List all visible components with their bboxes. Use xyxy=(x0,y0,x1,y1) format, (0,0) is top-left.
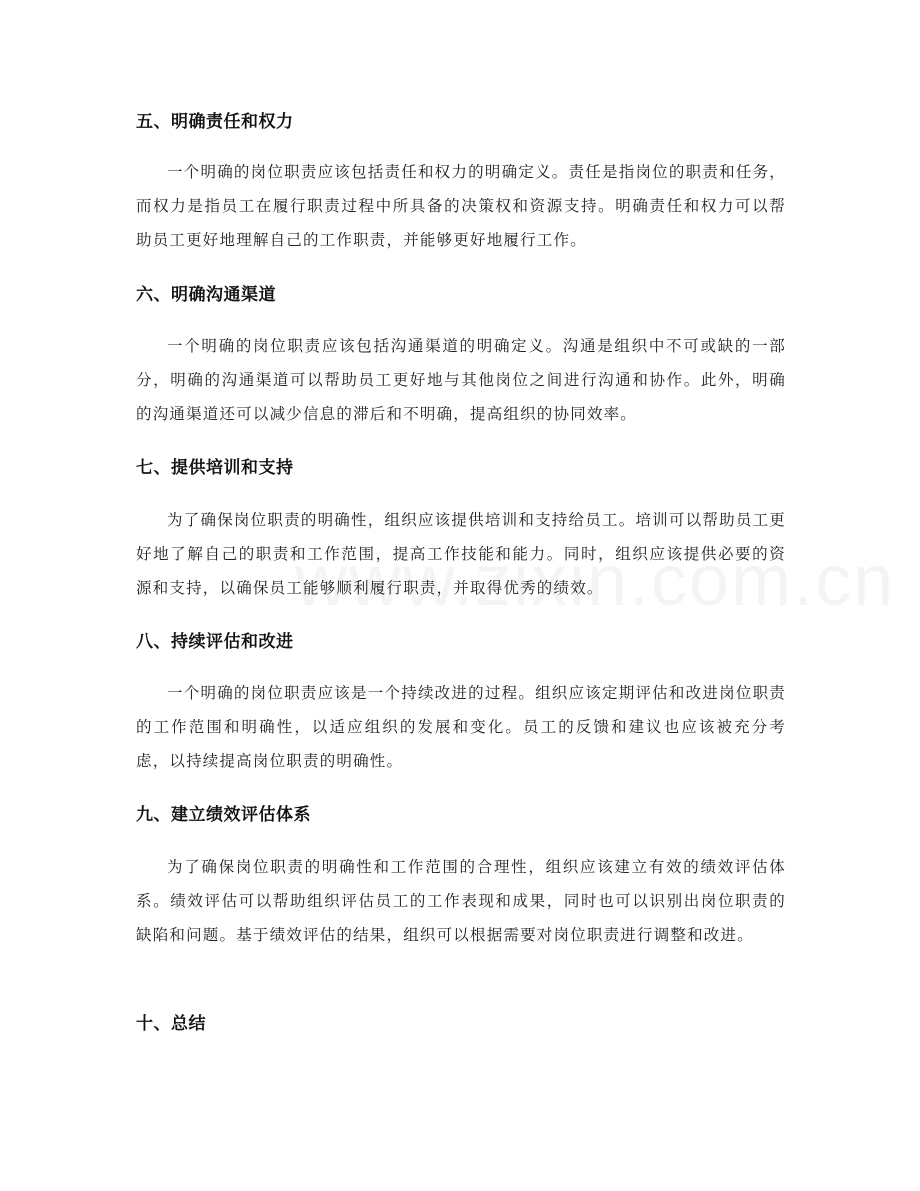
section-body-6: 一个明确的岗位职责应该包括沟通渠道的明确定义。沟通是组织中不可或缺的一部分，明确的沟通渠道可以帮助员工更好地与其他岗位之间进行沟通和协作。此外，明确的沟通渠道还可以减少信息的滞后和不明确，提高组织的协同效率。 xyxy=(136,337,786,423)
section-body-9: 为了确保岗位职责的明确性和工作范围的合理性，组织应该建立有效的绩效评估体系。绩效评估可以帮助组织评估员工的工作表现和成果，同时也可以识别出岗位职责的缺陷和问题。基于绩效评估的结果，组织可以根据需要对岗位职责进行调整和改进。 xyxy=(136,858,786,944)
section-heading-5: 五、明确责任和权力 xyxy=(136,112,294,132)
section-body-7: 为了确保岗位职责的明确性，组织应该提供培训和支持给员工。培训可以帮助员工更好地了解自己的职责和工作范围，提高工作技能和能力。同时，组织应该提供必要的资源和支持，以确保员工能够顺利履行职责，并取得优秀的绩效。 xyxy=(136,511,786,597)
section-heading-9: 九、建立绩效评估体系 xyxy=(136,805,311,825)
section-heading-10: 十、总结 xyxy=(136,1014,206,1034)
section-heading-7: 七、提供培训和支持 xyxy=(136,458,294,478)
section-heading-8: 八、持续评估和改进 xyxy=(136,632,294,652)
section-heading-6: 六、明确沟通渠道 xyxy=(136,285,276,305)
section-body-5: 一个明确的岗位职责应该包括责任和权力的明确定义。责任是指岗位的职责和任务，而权力是指员工在履行职责过程中所具备的决策权和资源支持。明确责任和权力可以帮助员工更好地理解自己的工作职责，并能够更好地履行工作。 xyxy=(136,163,786,249)
section-body-8: 一个明确的岗位职责应该是一个持续改进的过程。组织应该定期评估和改进岗位职责的工作范围和明确性，以适应组织的发展和变化。员工的反馈和建议也应该被充分考虑，以持续提高岗位职责的明确性。 xyxy=(136,684,786,770)
